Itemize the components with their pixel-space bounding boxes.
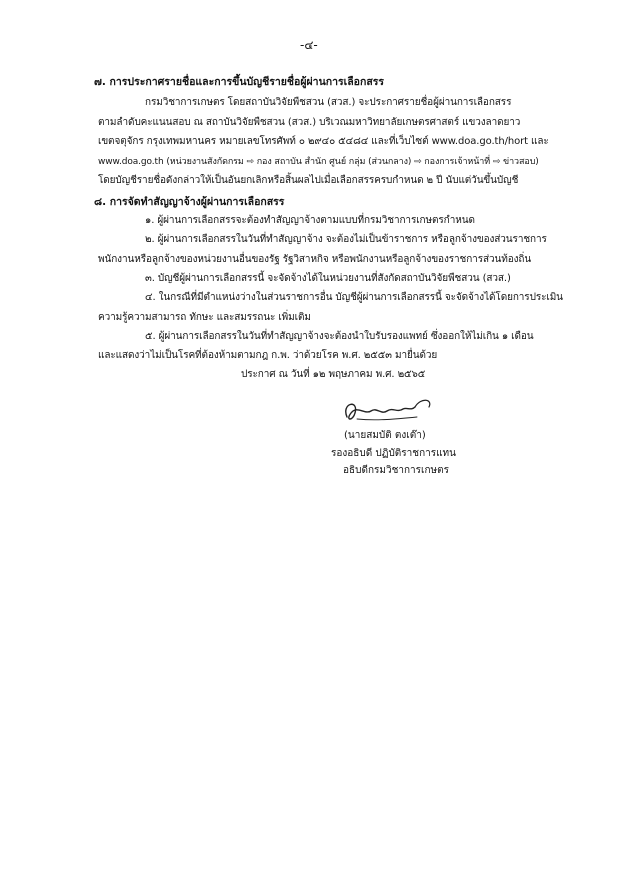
section7-line: กรมวิชาการเกษตร โดยสถาบันวิจัยพืชสวน (สวส.) จะประกาศรายชื่อผู้ผ่านการเลือกสรร	[145, 97, 512, 108]
section8-heading: ๘. การจัดทำสัญญาจ้างผู้ผ่านการเลือกสรร	[94, 196, 285, 208]
announcement-date: ประกาศ ณ วันที่ ๑๒ พฤษภาคม พ.ศ. ๒๕๖๕	[241, 369, 426, 380]
section7-heading: ๗. การประกาศรายชื่อและการขึ้นบัญชีรายชื่อผู้ผ่านการเลือกสรร	[94, 76, 385, 88]
page-number: -๔-	[300, 38, 318, 52]
section8-item: ๔. ในกรณีที่มีตำแหน่งว่างในส่วนราชการอื่น บัญชีผู้ผ่านการเลือกสรรนี้ จะจัดจ้างได้โดยการประเมิน	[145, 292, 563, 303]
section8-item-cont: และแสดงว่าไม่เป็นโรคที่ต้องห้ามตามกฎ ก.พ. ว่าด้วยโรค พ.ศ. ๒๕๕๓ มายื่นด้วย	[98, 350, 438, 361]
signer-name: (นายสมบัติ ตงเต๊า)	[344, 430, 426, 441]
section8-item: ๓. บัญชีผู้ผ่านการเลือกสรรนี้ จะจัดจ้างได้ในหน่วยงานที่สังกัดสถาบันวิจัยพืชสวน (สวส.)	[145, 273, 511, 284]
section7-line: โดยบัญชีรายชื่อดังกล่าวให้เป็นอันยกเลิกหรือสิ้นผลไปเมื่อเลือกสรรครบกำหนด ๒ ปี นับแต่วันขึ้นบัญชี	[98, 175, 519, 186]
section8-item-cont: ความรู้ความสามารถ ทักษะ และสมรรถนะ เพิ่มเติม	[98, 312, 311, 323]
section7-line: www.doa.go.th (หน่วยงานสังกัดกรม ⇨ กอง สถาบัน สำนัก ศูนย์ กลุ่ม (ส่วนกลาง) ⇨ กองการเจ้าหน้าที่ ⇨ ข่าวสอบ)	[98, 157, 539, 167]
section8-item: ๑. ผู้ผ่านการเลือกสรรจะต้องทำสัญญาจ้างตามแบบที่กรมวิชาการเกษตรกำหนด	[145, 215, 475, 226]
section8-item: ๕. ผู้ผ่านการเลือกสรรในวันที่ทำสัญญาจ้างจะต้องนำใบรับรองแพทย์ ซึ่งออกให้ไม่เกิน ๑ เดือน	[145, 331, 534, 342]
signer-title: รองอธิบดี ปฏิบัติราชการแทน	[331, 448, 456, 459]
signature-image	[337, 395, 447, 427]
section8-item: ๒. ผู้ผ่านการเลือกสรรในวันที่ทำสัญญาจ้าง จะต้องไม่เป็นข้าราชการ หรือลูกจ้างของส่วนราชการ	[145, 234, 547, 245]
signer-title: อธิบดีกรมวิชาการเกษตร	[343, 465, 449, 476]
section8-item-cont: พนักงานหรือลูกจ้างของหน่วยงานอื่นของรัฐ รัฐวิสาหกิจ หรือพนักงานหรือลูกจ้างของราชการส่วนท้องถิ่น	[98, 254, 532, 265]
section7-line: เขตจตุจักร กรุงเทพมหานคร หมายเลขโทรศัพท์ ๐ ๒๙๔๐ ๕๔๘๔ และที่เว็บไซต์ www.doa.go.th/hort และ	[98, 136, 549, 147]
section7-line: ตามลำดับคะแนนสอบ ณ สถาบันวิจัยพืชสวน (สวส.) บริเวณมหาวิทยาลัยเกษตรศาสตร์ แขวงลาดยาว	[98, 117, 521, 128]
